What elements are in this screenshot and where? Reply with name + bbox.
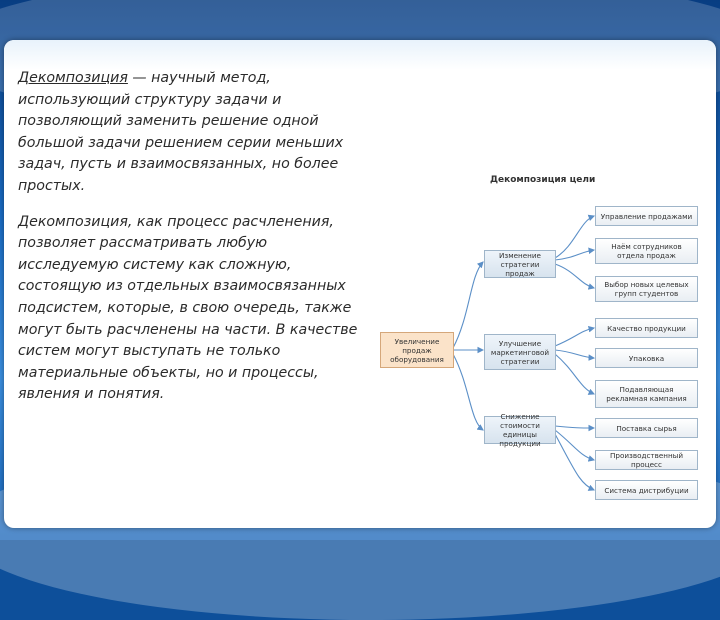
middle-node-marketing: Улучшение маркетинговой стратегии — [484, 334, 556, 370]
middle-node-strategy: Изменение стратегии продаж — [484, 250, 556, 278]
leaf-node: Подавляющая рекламная кампания — [595, 380, 698, 408]
paragraph-definition — [18, 68, 364, 198]
leaf-node: Управление продажами — [595, 206, 698, 226]
slide-panel — [4, 40, 716, 528]
connector-mid3-leaf7 — [555, 426, 594, 428]
connector-mid1-leaf3 — [555, 264, 594, 288]
leaf-node: Наём сотрудников отдела продаж — [595, 238, 698, 264]
leaf-node: Система дистрибуции — [595, 480, 698, 500]
diagram-title: Декомпозиция цели — [490, 175, 596, 185]
middle-node-cost: Снижение стоимости единицы продукции — [484, 416, 556, 444]
connector-root-mid3 — [453, 354, 483, 430]
slide-header-strip — [4, 40, 716, 70]
paragraph-process: Декомпозиция, как процесс расчленения, позволяет рассматривать любую исследуемую систему как сложную, состоящую из отдельных взаимосвязанных подсистем, которые, в свою очередь, также могут быть расчленены на части. В качестве систем могут выступать не только материальные объекты, но и процессы, явления и понятия. — [18, 213, 358, 403]
leaf-node: Поставка сырья — [595, 418, 698, 438]
connector-mid2-leaf5 — [555, 350, 594, 358]
leaf-node: Качество продукции — [595, 318, 698, 338]
connector-mid2-leaf4 — [555, 328, 594, 346]
connector-mid1-leaf2 — [555, 250, 594, 260]
connector-mid3-leaf9 — [555, 434, 594, 490]
body-text — [18, 68, 364, 420]
leaf-node: Производственный процесс — [595, 450, 698, 470]
leaf-node: Упаковка — [595, 348, 698, 368]
root-node: Увеличение продаж оборудования — [380, 332, 454, 368]
definition-text: — научный метод, использующий структуру задачи и позволяющий заменить решение одной большой задачи решением серии меньших задач, пусть и взаимосвязанных, но более простых. — [18, 70, 344, 194]
term-decomposition: Декомпозиция — [18, 70, 128, 86]
connector-mid2-leaf6 — [555, 354, 594, 394]
goal-decomposition-diagram — [370, 166, 710, 512]
connector-root-mid1 — [453, 262, 483, 348]
leaf-node: Выбор новых целевых групп студентов — [595, 276, 698, 302]
